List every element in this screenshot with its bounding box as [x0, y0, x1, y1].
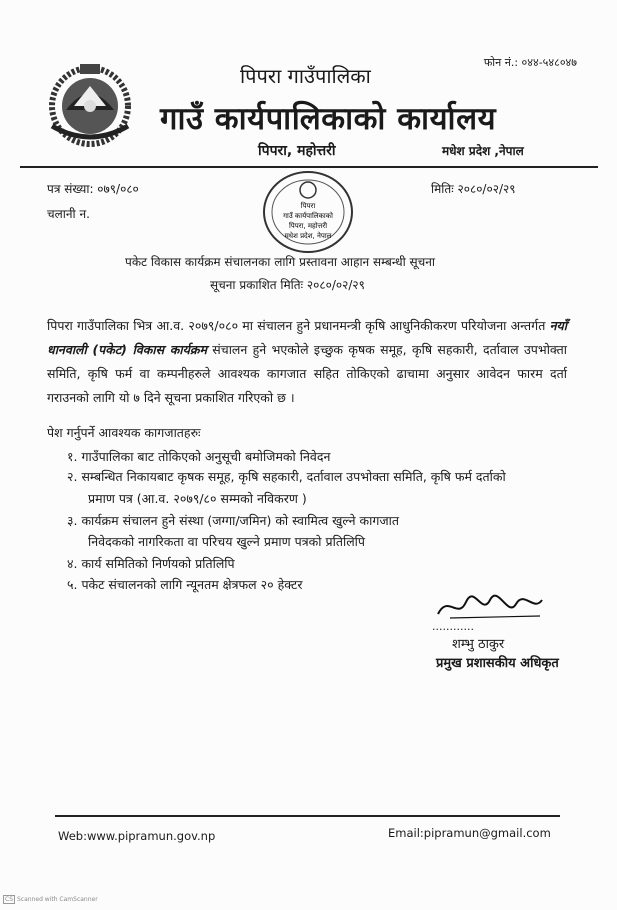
- requirement-item-3: ३. कार्यक्रम संचालन हुने संस्था (जग्गा/जमिन) को स्वामित्व खुल्ने कागजात: [67, 513, 400, 528]
- seal-text-line1: पिपरा: [300, 202, 316, 210]
- office-name: गाउँ कार्यपालिकाको कार्यालय: [160, 101, 497, 137]
- handwritten-signature-icon: [430, 592, 560, 622]
- province-name: मधेश प्रदेश ,नेपाल: [442, 144, 524, 158]
- signatory-title: प्रमुख प्रशासकीय अधिकृत: [436, 656, 559, 671]
- notice-body-part1: पिपरा गाउँपालिका भित्र आ.व. २०७९/०८० मा संचालन हुने प्रधानमन्त्री कृषि आधुनिकीकरण परियोजना अन्तर्गत: [47, 318, 550, 333]
- scanner-text: Scanned with CamScanner: [17, 896, 98, 903]
- letter-date: मितिः २०८०/०२/२९: [431, 182, 516, 196]
- notice-subject: पकेट विकास कार्यक्रम संचालनका लागि प्रस्तावना आहान सम्बन्धी सूचना: [125, 255, 436, 269]
- notice-body: [47, 314, 567, 410]
- seal-text-line2: गाउँ कार्यपालिकाको: [283, 212, 333, 220]
- phone-number: फोन नं.: ०४४-५४८०४७: [483, 56, 577, 69]
- published-date: सूचना प्रकाशित मितिः २०८०/०२/२९: [210, 278, 365, 292]
- signature-dots: ............: [432, 620, 474, 633]
- requirement-item-1: १. गाउँपालिका बाट तोकिएको अनुसूची बमोजिमको निवेदन: [67, 449, 331, 464]
- office-location: पिपरा, महोत्तरी: [258, 143, 336, 159]
- scanner-badge: CS: [5, 896, 13, 903]
- requirement-item-4: ४. कार्य समितिको निर्णयको प्रतिलिपि: [67, 556, 235, 571]
- reference-number: पत्र संख्या: ०७९/०८०: [47, 182, 139, 196]
- requirements-heading: पेश गर्नुपर्ने आवश्यक कागजातहरुः: [47, 425, 201, 440]
- requirement-item-2-continued: प्रमाण पत्र (आ.व. २०७९/८० सम्मको नविकरण ): [88, 491, 307, 506]
- dispatch-number: चलानी न.: [47, 207, 90, 221]
- scanner-watermark: [3, 895, 98, 904]
- notice-body-part2: संचालन हुने भएकोले इच्छुक कृषक समूह, कृषि सहकारी, दर्तावाल उपभोक्ता समिति, कृषि फर्म वा कम्पनीहरुले आवश्यक कागजात सहित तोकिएको ढाचामा अनुसार आवेदन फारम दर्ता गराउनको लागि यो ७ दिने सूचना प्रकाशित गरिएको छ ।: [47, 342, 567, 405]
- office-seal-icon: [258, 168, 358, 256]
- footer-divider: [55, 815, 560, 817]
- program-name: नयाँ धानवाली (पकेट) विकास कार्यक्रम: [47, 318, 567, 357]
- signatory-name: शम्भु ठाकुर: [452, 637, 505, 652]
- nepal-government-emblem-icon: [44, 58, 136, 150]
- requirement-item-3-continued: निवेदकको नागरिकता वा परिचय खुल्ने प्रमाण पत्रको प्रतिलिपि: [88, 534, 366, 549]
- municipality-name: पिपरा गाउँपालिका: [240, 64, 371, 88]
- requirement-item-2: २. सम्बन्धित निकायबाट कृषक समूह, कृषि सहकारी, दर्तावाल उपभोक्ता समिति, कृषि फर्म दर्ताको: [67, 469, 506, 484]
- seal-text-line3: पिपरा, महोत्तरी: [288, 222, 328, 230]
- seal-text-line4: मधेश प्रदेश, नेपाल: [284, 232, 332, 240]
- email-link[interactable]: Email:pipramun@gmail.com: [388, 826, 551, 840]
- requirement-item-5: ५. पकेट संचालनको लागि न्यूनतम क्षेत्रफल २० हेक्टर: [67, 577, 303, 592]
- website-link[interactable]: Web:www.pipramun.gov.np: [58, 829, 216, 843]
